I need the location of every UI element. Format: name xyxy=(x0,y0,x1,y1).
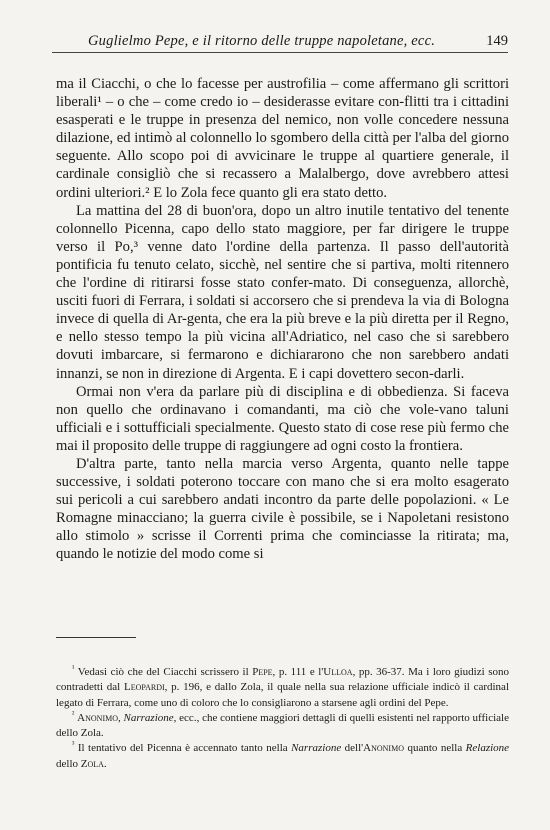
footnote-text: , ecc., che contiene maggiori dettagli di quelli esistenti nel rapporto ufficiale dello Zola. xyxy=(56,711,509,740)
author-name: Anonimo xyxy=(77,711,119,724)
work-title: Narrazione xyxy=(123,711,174,724)
footnotes xyxy=(56,665,509,772)
footnote-2 xyxy=(56,711,509,742)
paragraph-1: ma il Ciacchi, o che lo facesse per austrofilia – come affermano gli scrittori liberali¹ – o che – come credo io – desiderasse evitare con-flitti tra i cittadini esasperati e le truppe in presenza del nemico, non volle concedere nessuna dilazione, ed intimò al colonnello lo sgombero della città per l'alba del giorno seguente. Allo scopo poi di avvicinare le truppe al quartiere generale, il cardinale consigliò che si recassero a Malalbergo, dove avrebbero attesi ordini ulteriori.² E lo Zola fece quanto gli era stato detto. xyxy=(56,76,509,201)
footnote-text: dell' xyxy=(344,742,364,755)
work-title: Narrazione xyxy=(291,742,342,755)
footnote-text: Il tentativo del Picenna è accennato tanto nella xyxy=(77,742,288,755)
body-text xyxy=(56,75,509,564)
footnote-rule xyxy=(56,637,136,638)
footnote-marker: ³ xyxy=(72,739,75,749)
footnote-text: , p. 196, e dallo Zola, il quale nella sua relazione ufficiale indicò il cardinal legato di Ferrara, come uno di coloro che lo consigliarono a starsene agli ordini del Pepe. xyxy=(56,681,509,709)
author-name: Leopardi xyxy=(124,681,165,694)
paragraph-3: Ormai non v'era da parlare più di disciplina e di obbedienza. Si faceva non quello che ordinavano i comandanti, ma ciò che vole-vano taluni ufficiali e i sottufficiali specialmente. Questo stato di cose rese più fermo che mai il proposito delle truppe di raggiungere ad ogni costo la frontiera. xyxy=(56,383,509,454)
footnote-text: , xyxy=(118,711,121,724)
author-name: Ulloa xyxy=(323,666,353,678)
footnote-text: dello xyxy=(56,757,78,770)
header-rule xyxy=(52,52,508,53)
footnote-text: , p. 111 e l' xyxy=(272,666,324,678)
footnote-1 xyxy=(56,665,509,711)
footnote-3 xyxy=(56,741,509,772)
work-title: Relazione xyxy=(465,742,510,755)
footnote-text: quanto nella xyxy=(407,742,463,755)
paragraph-4: D'altra parte, tanto nella marcia verso Argenta, quanto nelle tappe successive, i soldati poterono toccare con mano che si era molto esagerato sui pericoli a cui sarebbero andati incontro da parte delle popolazioni. « Le Romagne minacciano; la guerra civile è possibile, se i Napoletani resistono allo stimolo » scrisse il Correnti prima che cominciasse la ritirata; ma, quando le notizie del modo come si xyxy=(56,455,509,563)
running-title: Guglielmo Pepe, e il ritorno delle truppe napoletane, ecc. xyxy=(88,33,436,49)
footnote-marker: ¹ xyxy=(72,663,75,673)
page-header xyxy=(52,30,508,52)
page-number: 149 xyxy=(486,33,508,49)
author-name: Pepe xyxy=(252,666,273,678)
footnote-text: Vedasi ciò che del Ciacchi scrissero il xyxy=(77,666,249,678)
paragraph-2: La mattina del 28 di buon'ora, dopo un altro inutile tentativo del tenente colonnello Picenna, capo dello stato maggiore, per far dirigere le truppe verso il Po,³ venne dato l'ordine della partenza. Il passo dell'autorità pontificia fu tenuto celato, sicchè, nel sentire che si partiva, molti ritennero che l'ordine di ritirarsi fosse stato confer-mato. Di conseguenza, allorchè, usciti fuori di Ferrara, i soldati si accorsero che si prendeva la via di Bologna invece di quella di Ar-genta, che era la più breve e la più diretta per il Regno, e nello stesso tempo la più vicina all'Adriatico, nel caso che si sarebbero dovuti imbarcare, si fermarono e dichiararono che non sarebbero andati innanzi, se non in direzione di Argenta. E i capi dovettero secon-darli. xyxy=(56,202,509,382)
author-name: Anonimo xyxy=(363,742,404,755)
footnote-text: . xyxy=(103,757,107,770)
footnote-text: , pp. 36-37. Ma i loro giudizi sono contradetti dal xyxy=(56,666,509,694)
footnote-marker: ² xyxy=(72,709,75,719)
author-name: Zola xyxy=(80,757,104,770)
